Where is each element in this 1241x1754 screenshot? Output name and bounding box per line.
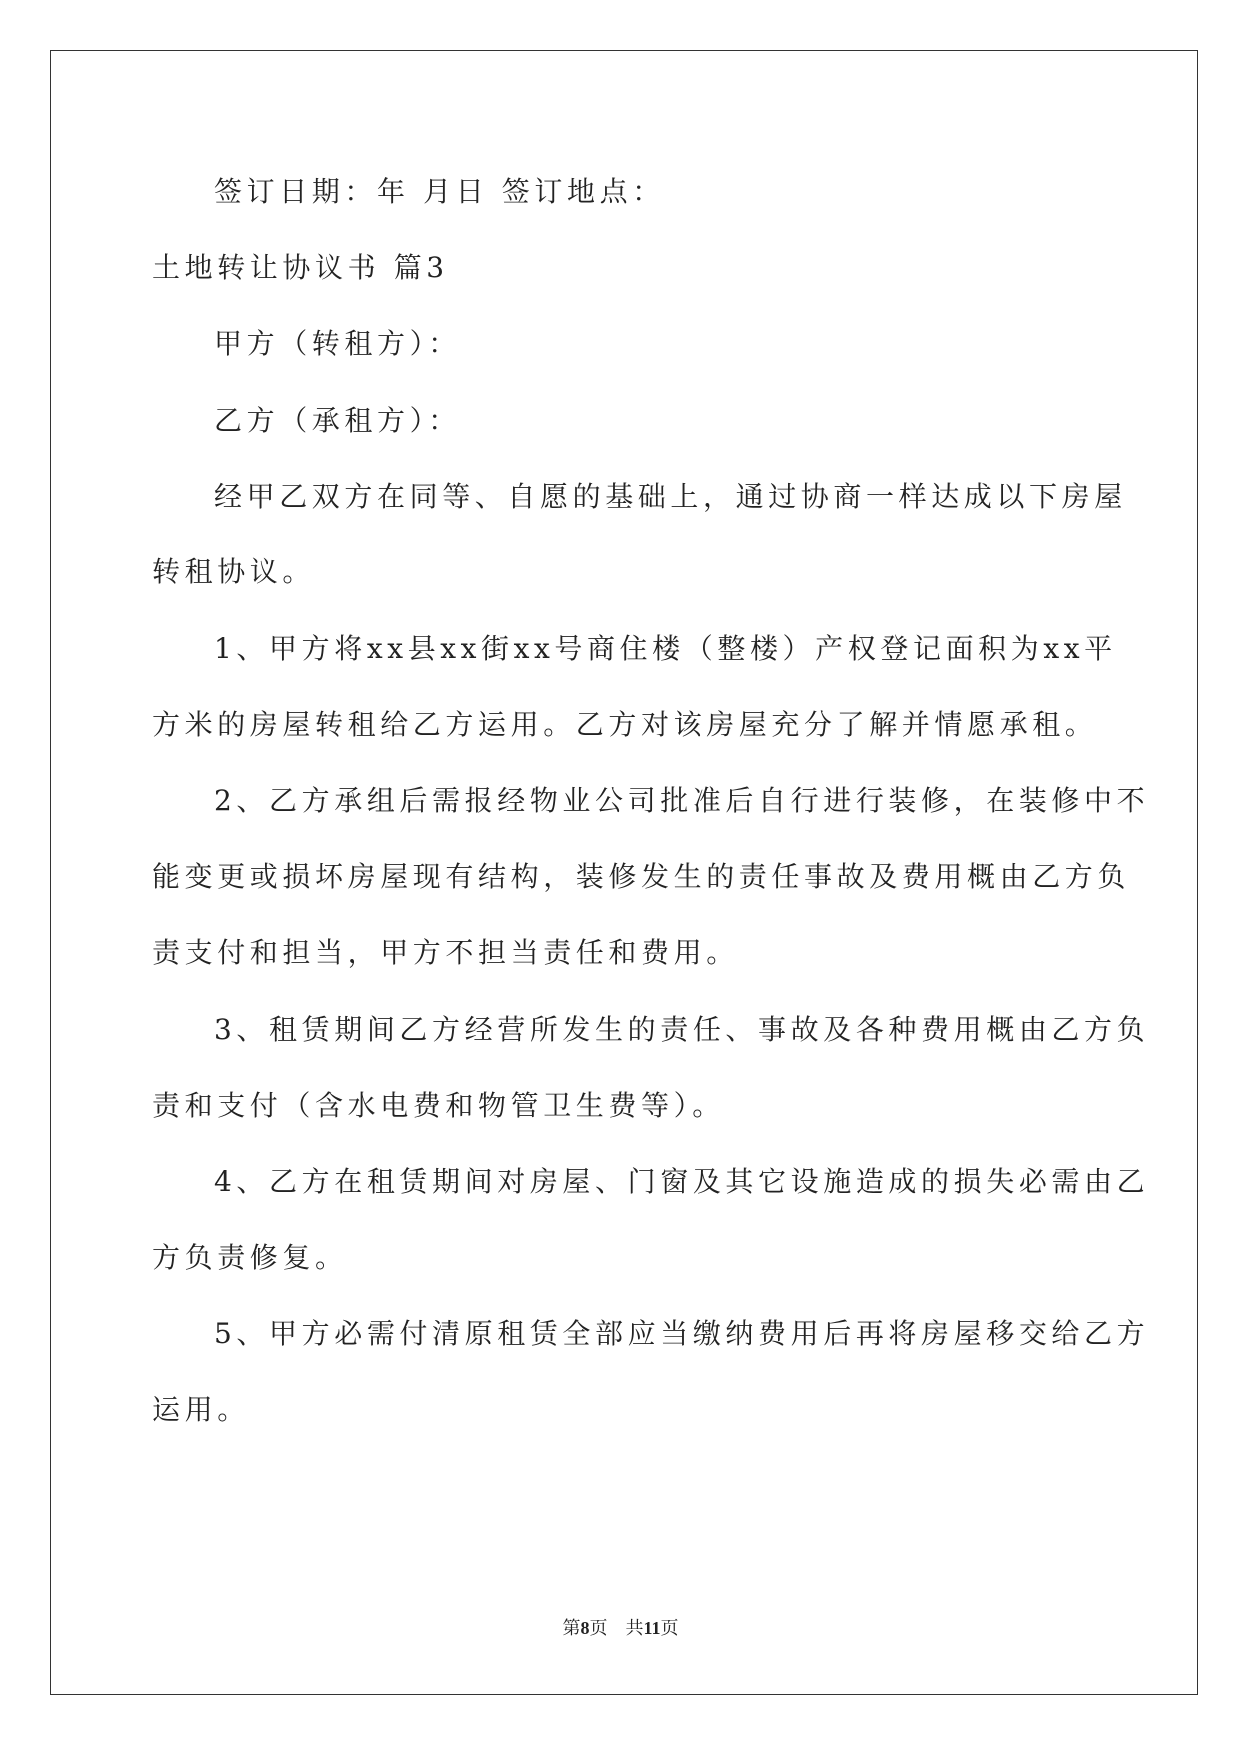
party-a-line: 甲方（转租方）： xyxy=(214,327,461,360)
paragraph-line: 2、乙方承组后需报经物业公司批准后自行进行装修，在装修中不 xyxy=(214,784,1150,817)
paragraph-line: 3、租赁期间乙方经营所发生的责任、事故及各种费用概由乙方负 xyxy=(214,1013,1150,1046)
paragraph-line: 能变更或损坏房屋现有结构，装修发生的责任事故及费用概由乙方负 xyxy=(152,860,1131,893)
total-prefix: 共 xyxy=(625,1618,644,1638)
paragraph-line: 方负责修复。 xyxy=(152,1241,348,1274)
page-suffix: 页 xyxy=(589,1618,608,1638)
paragraph-line: 责和支付（含水电费和物管卫生费等）。 xyxy=(152,1089,725,1122)
paragraph-line: 经甲乙双方在同等、自愿的基础上，通过协商一样达成以下房屋 xyxy=(214,480,1127,513)
total-pages: 11 xyxy=(643,1618,661,1638)
section-heading: 土地转让协议书 篇3 xyxy=(152,251,449,284)
paragraph-line: 5、甲方必需付清原租赁全部应当缴纳费用后再将房屋移交给乙方 xyxy=(214,1317,1150,1350)
total-suffix: 页 xyxy=(660,1618,679,1638)
page-number: 8 xyxy=(580,1618,590,1638)
paragraph-line: 4、乙方在租赁期间对房屋、门窗及其它设施造成的损失必需由乙 xyxy=(214,1165,1150,1198)
paragraph-line: 转租协议。 xyxy=(152,555,316,588)
paragraph-line: 责支付和担当，甲方不担当责任和费用。 xyxy=(152,936,739,969)
signing-info-line: 签订日期：年 月日 签订地点： xyxy=(214,175,665,208)
party-b-line: 乙方（承租方）： xyxy=(214,404,461,437)
paragraph-line: 方米的房屋转租给乙方运用。乙方对该房屋充分了解并情愿承租。 xyxy=(152,708,1098,741)
page-footer xyxy=(0,1616,1241,1640)
paragraph-line: 运用。 xyxy=(152,1393,250,1426)
paragraph-line: 1、甲方将xx县xx街xx号商住楼（整楼）产权登记面积为xx平 xyxy=(214,632,1117,665)
page-prefix: 第 xyxy=(562,1618,581,1638)
